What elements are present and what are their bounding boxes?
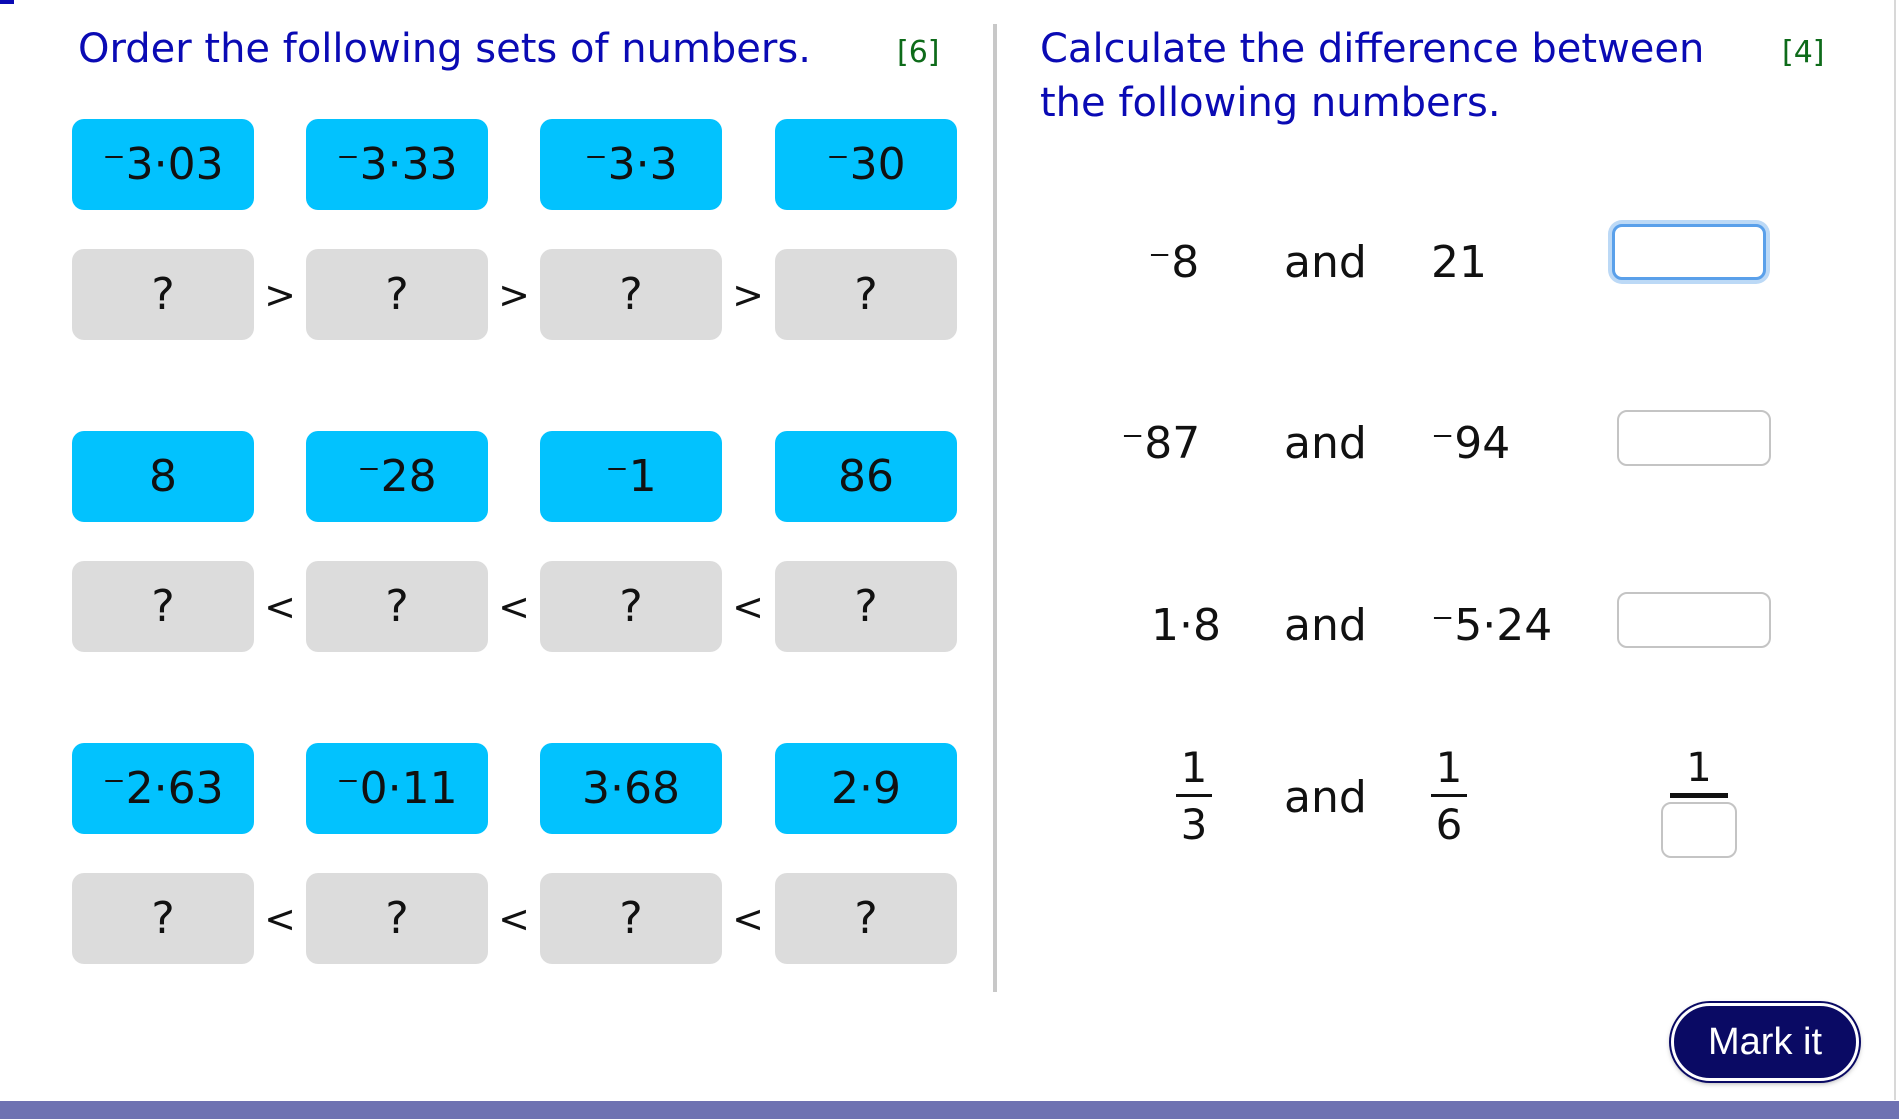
fraction-bar <box>1176 794 1212 797</box>
fraction-denominator: 3 <box>1180 800 1208 849</box>
drop-slot[interactable]: ? <box>306 561 488 652</box>
greater-than-sign: > <box>264 272 296 317</box>
number-tile[interactable]: ⁻1 <box>540 431 722 522</box>
number-tile[interactable]: 86 <box>775 431 957 522</box>
fraction-numerator: 1 <box>1180 743 1208 792</box>
greater-than-sign: > <box>498 272 530 317</box>
less-than-sign: < <box>264 584 296 629</box>
drop-slot[interactable]: ? <box>775 249 957 340</box>
first-number: 1·8 <box>1151 600 1221 651</box>
greater-than-sign: > <box>732 272 764 317</box>
number-tile[interactable]: 3·68 <box>540 743 722 834</box>
fraction-bar <box>1431 794 1467 797</box>
less-than-sign: < <box>732 896 764 941</box>
and-label: and <box>1284 418 1367 469</box>
and-label: and <box>1284 237 1367 288</box>
number-tile[interactable]: ⁻30 <box>775 119 957 210</box>
drop-slot[interactable]: ? <box>72 249 254 340</box>
fraction-numerator: 1 <box>1435 743 1463 792</box>
drop-slot[interactable]: ? <box>306 873 488 964</box>
corner-decoration <box>0 0 14 4</box>
fraction-one-sixth <box>1419 744 1479 849</box>
left-heading: Order the following sets of numbers. <box>78 26 811 72</box>
number-tile[interactable]: ⁻0·11 <box>306 743 488 834</box>
number-tile[interactable]: ⁻2·63 <box>72 743 254 834</box>
mark-it-button[interactable]: Mark it <box>1671 1003 1859 1081</box>
drop-slot[interactable]: ? <box>540 249 722 340</box>
number-tile[interactable]: ⁻3·3 <box>540 119 722 210</box>
fraction-denominator: 6 <box>1435 800 1463 849</box>
first-number: ⁻87 <box>1121 418 1201 469</box>
second-number: ⁻94 <box>1431 418 1511 469</box>
fraction-answer <box>1663 746 1735 858</box>
less-than-sign: < <box>498 584 530 629</box>
drop-slot[interactable]: ? <box>540 873 722 964</box>
drop-slot[interactable]: ? <box>775 873 957 964</box>
right-heading-line2: the following numbers. <box>1040 80 1501 126</box>
answer-numerator: 1 <box>1686 745 1712 791</box>
first-number: ⁻8 <box>1148 237 1200 288</box>
less-than-sign: < <box>498 896 530 941</box>
difference-answer-input[interactable] <box>1617 410 1771 466</box>
and-label: and <box>1284 772 1367 823</box>
number-tile[interactable]: 8 <box>72 431 254 522</box>
difference-answer-input[interactable] <box>1612 224 1766 280</box>
less-than-sign: < <box>732 584 764 629</box>
number-tile[interactable]: ⁻3·03 <box>72 119 254 210</box>
and-label: and <box>1284 600 1367 651</box>
left-marks: [6] <box>897 35 940 70</box>
second-number: 21 <box>1431 237 1487 288</box>
drop-slot[interactable]: ? <box>306 249 488 340</box>
right-heading-line1: Calculate the difference between <box>1040 26 1705 72</box>
second-number: ⁻5·24 <box>1431 600 1553 651</box>
right-marks: [4] <box>1782 35 1825 70</box>
number-tile[interactable]: ⁻28 <box>306 431 488 522</box>
drop-slot[interactable]: ? <box>540 561 722 652</box>
fraction-one-third <box>1164 744 1224 849</box>
right-edge-line <box>1894 0 1896 1100</box>
panel-divider <box>993 24 997 992</box>
drop-slot[interactable]: ? <box>72 561 254 652</box>
bottom-bar <box>0 1101 1899 1119</box>
number-tile[interactable]: 2·9 <box>775 743 957 834</box>
number-tile[interactable]: ⁻3·33 <box>306 119 488 210</box>
drop-slot[interactable]: ? <box>775 561 957 652</box>
drop-slot[interactable]: ? <box>72 873 254 964</box>
answer-denominator-input[interactable] <box>1661 802 1737 858</box>
answer-fraction-bar <box>1670 793 1728 798</box>
less-than-sign: < <box>264 896 296 941</box>
difference-answer-input[interactable] <box>1617 592 1771 648</box>
